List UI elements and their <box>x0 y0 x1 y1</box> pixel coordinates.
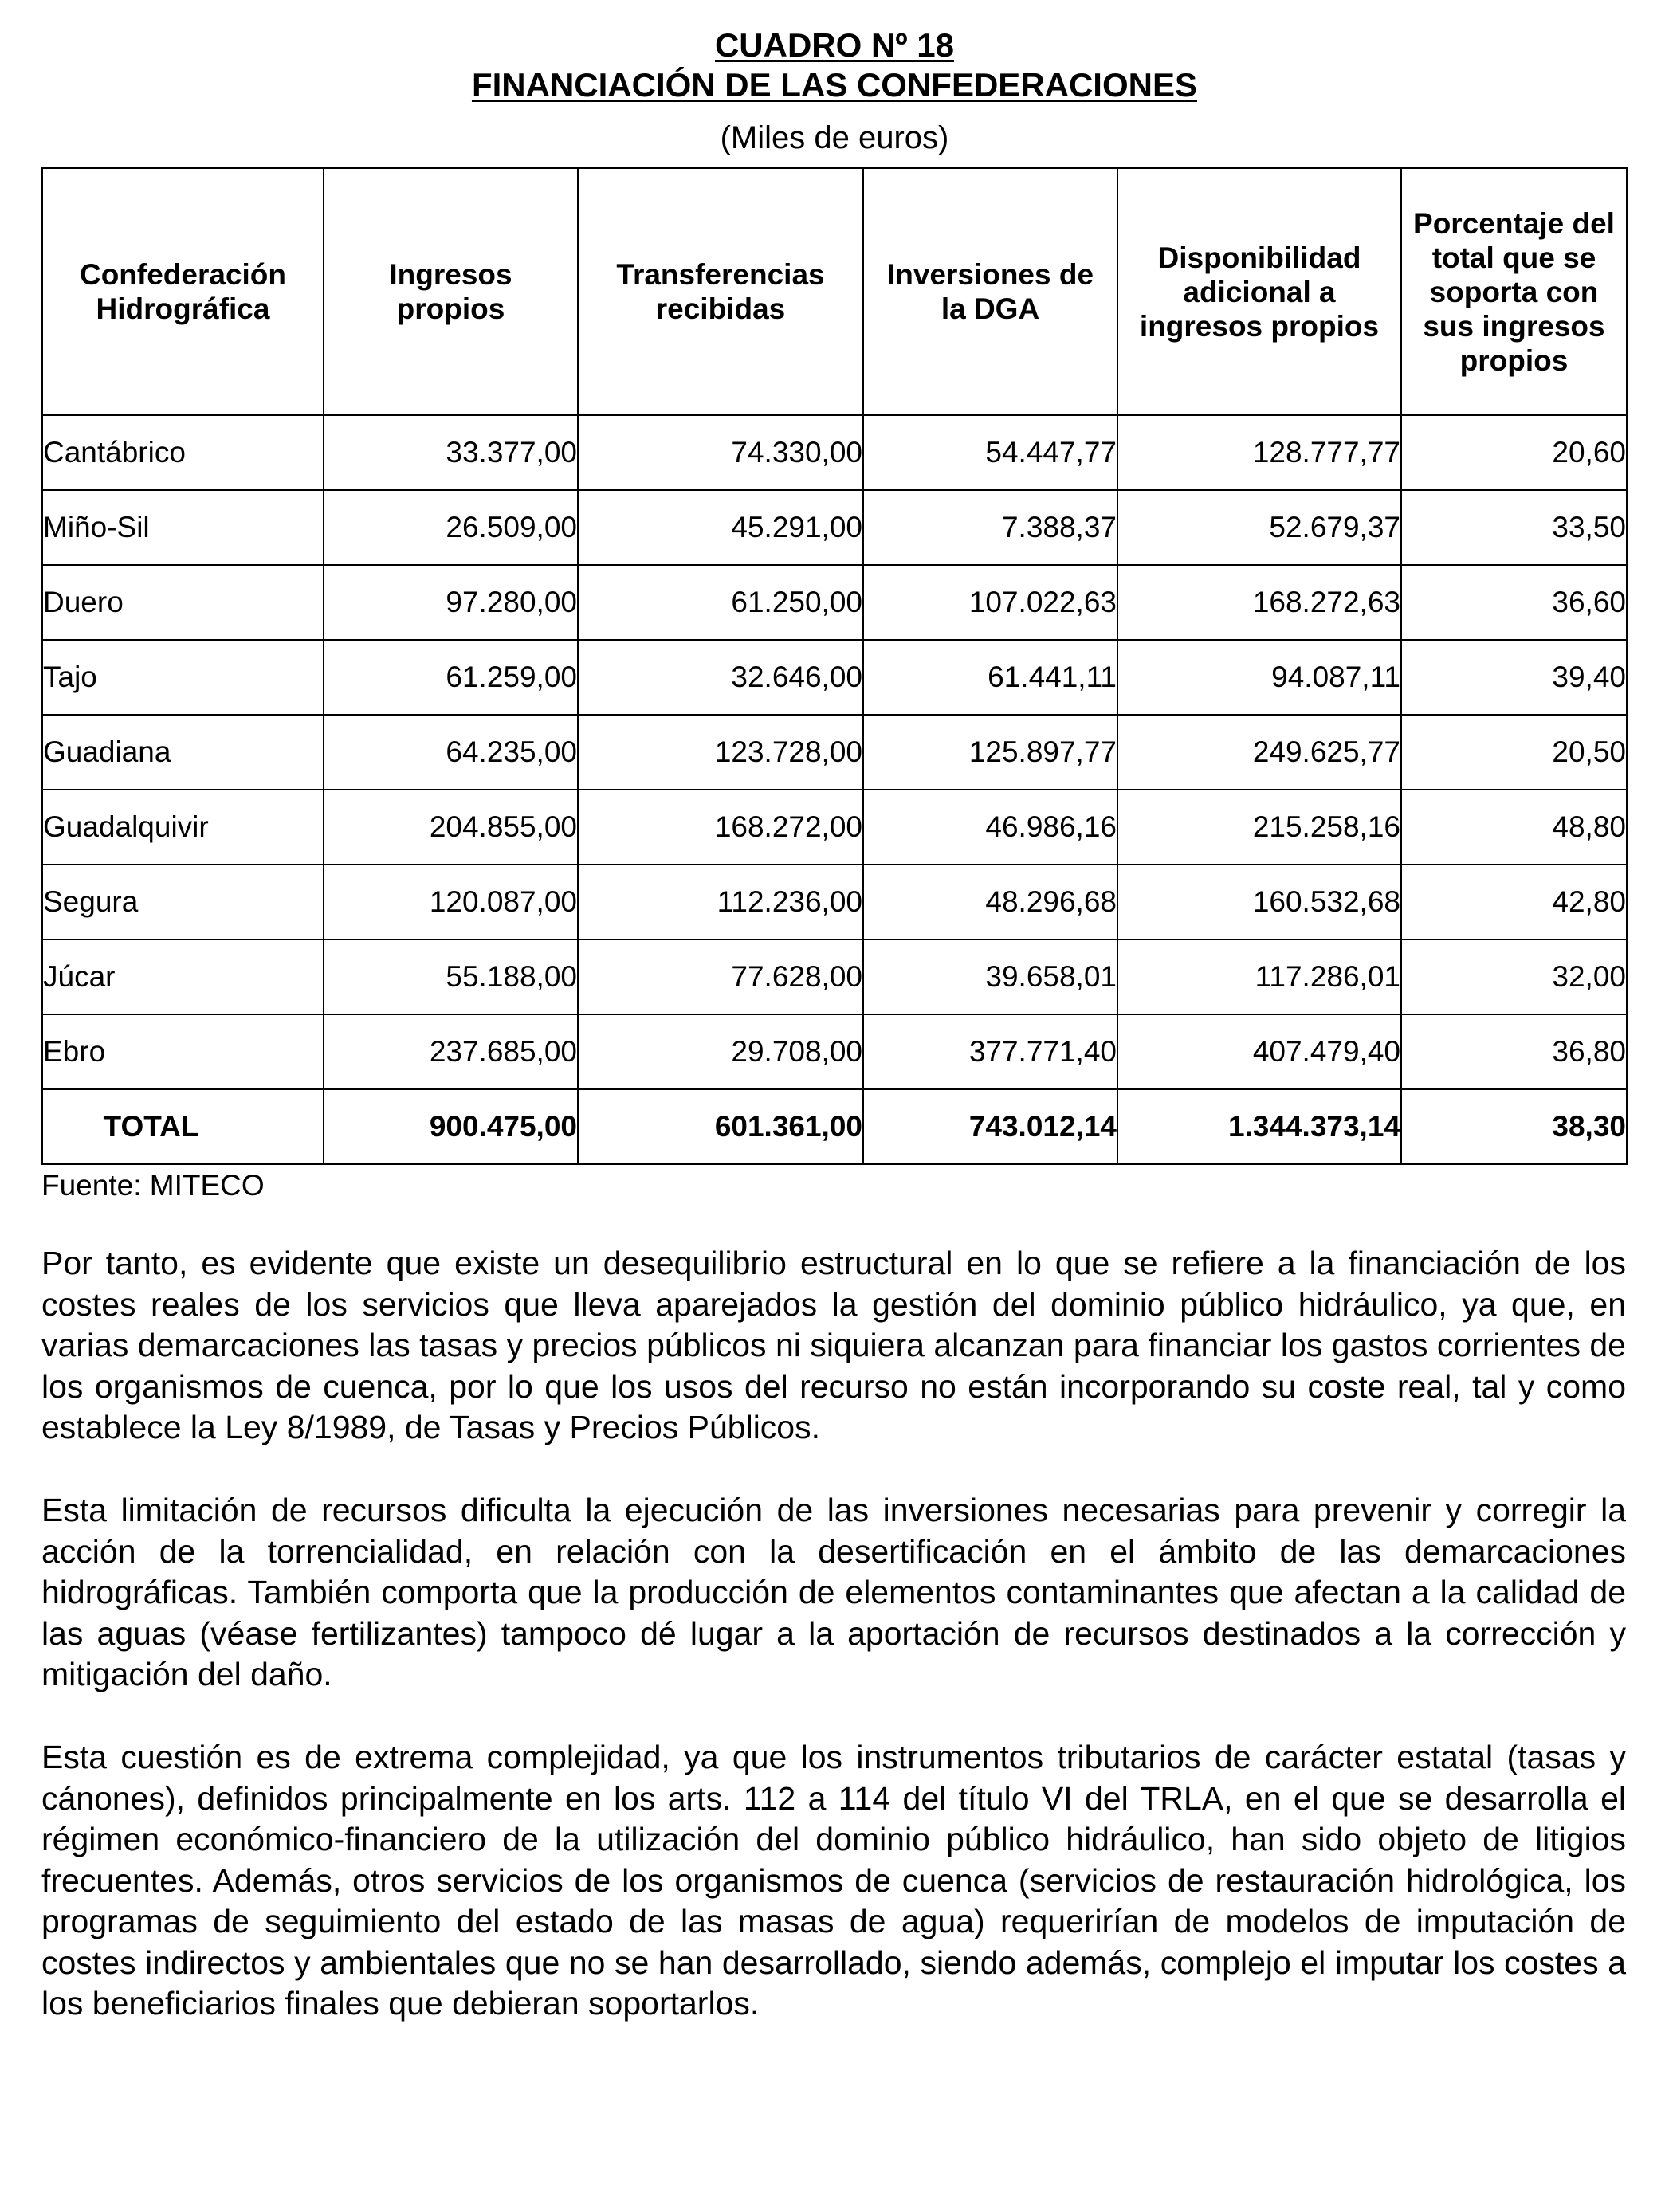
cell-porcentaje: 32,00 <box>1401 939 1627 1014</box>
cell-disponibilidad: 215.258,16 <box>1117 790 1401 865</box>
cell-porcentaje: 20,60 <box>1401 415 1627 490</box>
cell-inversiones: 125.897,77 <box>863 715 1117 790</box>
cell-disponibilidad: 249.625,77 <box>1117 715 1401 790</box>
cell-disponibilidad: 94.087,11 <box>1117 640 1401 715</box>
cell-porcentaje: 36,80 <box>1401 1014 1627 1089</box>
cell-disponibilidad: 407.479,40 <box>1117 1014 1401 1089</box>
table-header-row <box>42 168 1627 415</box>
cell-inversiones: 54.447,77 <box>863 415 1117 490</box>
cell-ingresos: 237.685,00 <box>324 1014 578 1089</box>
cell-porcentaje: 33,50 <box>1401 490 1627 565</box>
header-ingresos-propios: Ingresos propios <box>324 168 578 415</box>
cell-transferencias: 61.250,00 <box>578 565 863 640</box>
cell-confederacion: Miño-Sil <box>42 490 324 565</box>
cell-transferencias: 29.708,00 <box>578 1014 863 1089</box>
cell-ingresos: 33.377,00 <box>324 415 578 490</box>
cell-ingresos: 55.188,00 <box>324 939 578 1014</box>
cell-ingresos: 97.280,00 <box>324 565 578 640</box>
table-row <box>42 865 1627 939</box>
cell-disponibilidad: 160.532,68 <box>1117 865 1401 939</box>
table-row <box>42 565 1627 640</box>
table-row <box>42 790 1627 865</box>
cell-porcentaje: 39,40 <box>1401 640 1627 715</box>
table-number-title: CUADRO Nº 18 <box>714 26 955 64</box>
cell-transferencias: 77.628,00 <box>578 939 863 1014</box>
cell-ingresos: 64.235,00 <box>324 715 578 790</box>
total-inversiones: 743.012,14 <box>863 1089 1117 1164</box>
cell-transferencias: 112.236,00 <box>578 865 863 939</box>
cell-disponibilidad: 52.679,37 <box>1117 490 1401 565</box>
cell-transferencias: 45.291,00 <box>578 490 863 565</box>
cell-ingresos: 26.509,00 <box>324 490 578 565</box>
cell-disponibilidad: 168.272,63 <box>1117 565 1401 640</box>
cell-confederacion: Guadiana <box>42 715 324 790</box>
source-note: Fuente: MITECO <box>41 1169 265 1202</box>
cell-confederacion: Duero <box>42 565 324 640</box>
cell-inversiones: 48.296,68 <box>863 865 1117 939</box>
total-transferencias: 601.361,00 <box>578 1089 863 1164</box>
table-total-row <box>42 1089 1627 1164</box>
total-label: TOTAL <box>42 1089 324 1164</box>
cell-confederacion: Cantábrico <box>42 415 324 490</box>
cell-transferencias: 168.272,00 <box>578 790 863 865</box>
cell-inversiones: 107.022,63 <box>863 565 1117 640</box>
cell-confederacion: Ebro <box>42 1014 324 1089</box>
table-row <box>42 939 1627 1014</box>
total-porcentaje: 38,30 <box>1401 1089 1627 1164</box>
header-transferencias: Transferencias recibidas <box>578 168 863 415</box>
cell-disponibilidad: 128.777,77 <box>1117 415 1401 490</box>
table-row <box>42 1014 1627 1089</box>
cell-inversiones: 46.986,16 <box>863 790 1117 865</box>
cell-disponibilidad: 117.286,01 <box>1117 939 1401 1014</box>
cell-transferencias: 32.646,00 <box>578 640 863 715</box>
total-disponibilidad: 1.344.373,14 <box>1117 1089 1401 1164</box>
cell-inversiones: 7.388,37 <box>863 490 1117 565</box>
cell-confederacion: Segura <box>42 865 324 939</box>
financing-table <box>41 167 1628 1165</box>
cell-inversiones: 377.771,40 <box>863 1014 1117 1089</box>
table-row <box>42 415 1627 490</box>
cell-inversiones: 61.441,11 <box>863 640 1117 715</box>
body-paragraph: Esta limitación de recursos dificulta la ejecución de las inversiones necesarias para prevenir y corregir la acción de la torrencialidad, en relación con la desertificación en el ámbito de las demarcaciones hidrográficas. También comporta que la producción de elementos contaminantes que afectan a la calidad de las aguas (véase fertilizantes) tampoco dé lugar a la aportación de recursos destinados a la corrección y mitigación del daño. <box>41 1492 1626 1692</box>
cell-confederacion: Tajo <box>42 640 324 715</box>
cell-porcentaje: 42,80 <box>1401 865 1627 939</box>
cell-porcentaje: 48,80 <box>1401 790 1627 865</box>
table-row <box>42 490 1627 565</box>
cell-confederacion: Júcar <box>42 939 324 1014</box>
cell-confederacion: Guadalquivir <box>42 790 324 865</box>
cell-ingresos: 61.259,00 <box>324 640 578 715</box>
cell-inversiones: 39.658,01 <box>863 939 1117 1014</box>
header-inversiones-dga: Inversiones de la DGA <box>863 168 1117 415</box>
total-ingresos: 900.475,00 <box>324 1089 578 1164</box>
units-subtitle: (Miles de euros) <box>720 120 949 155</box>
header-confederacion: Confederación Hidrográfica <box>42 168 324 415</box>
cell-porcentaje: 36,60 <box>1401 565 1627 640</box>
cell-ingresos: 204.855,00 <box>324 790 578 865</box>
cell-transferencias: 74.330,00 <box>578 415 863 490</box>
table-row <box>42 715 1627 790</box>
body-paragraph: Por tanto, es evidente que existe un desequilibrio estructural en lo que se refiere a la financiación de los costes reales de los servicios que lleva aparejados la gestión del dominio público hidráulico, ya que, en varias demarcaciones las tasas y precios públicos ni siquiera alcanzan para financiar los gastos corrientes de los organismos de cuenca, por lo que los usos del recurso no están incorporando su coste real, tal y como establece la Ley 8/1989, de Tasas y Precios Públicos. <box>41 1245 1626 1445</box>
body-paragraph: Esta cuestión es de extrema complejidad, ya que los instrumentos tributarios de carácter estatal (tasas y cánones), definidos principalmente en los arts. 112 a 114 del título VI del TRLA, en el que se desarrolla el régimen económico-financiero de la utilización del dominio público hidráulico, han sido objeto de litigios frecuentes. Además, otros servicios de los organismos de cuenca (servicios de restauración hidrológica, los programas de seguimiento del estado de las masas de agua) requerirían de modelos de imputación de costes indirectos y ambientales que no se han desarrollado, siendo además, complejo el imputar los costes a los beneficiarios finales que debieran soportarlos. <box>41 1739 1626 2022</box>
header-disponibilidad: Disponibilidad adicional a ingresos propios <box>1117 168 1401 415</box>
header-porcentaje: Porcentaje del total que se soporta con sus ingresos propios <box>1401 168 1627 415</box>
cell-porcentaje: 20,50 <box>1401 715 1627 790</box>
table-row <box>42 640 1627 715</box>
cell-ingresos: 120.087,00 <box>324 865 578 939</box>
table-title: FINANCIACIÓN DE LAS CONFEDERACIONES <box>471 66 1198 104</box>
cell-transferencias: 123.728,00 <box>578 715 863 790</box>
